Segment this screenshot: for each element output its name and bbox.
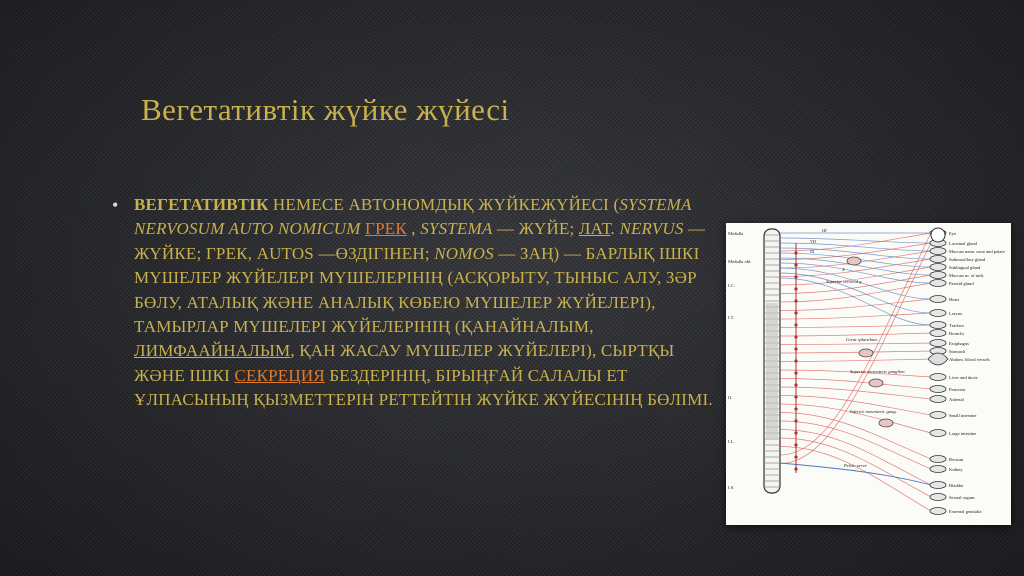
chain-ganglion bbox=[794, 443, 797, 446]
organ bbox=[930, 280, 946, 287]
left-label: II. bbox=[728, 395, 733, 400]
organ bbox=[930, 466, 946, 473]
right-label: Sublingual gland bbox=[949, 265, 981, 270]
text-run: — ЗАҢ) — БАРЛЫҚ ІШКІ МҮШЕЛЕР ЖҮЙЕЛЕРІ МҮШЕЛЕРІНІҢ (АСҚОРЫТУ, ТЫНЫС АЛУ, ЗӘР БӨЛУ, АТАЛЫҚ ЖӘНЕ АНАЛЫҚ КӨБЕЮ МҮШЕЛЕР ЖҮЙЕЛЕРІ), ТАМЫРЛАР МҮШЕЛЕРІ ЖҮЙЕЛЕРІНІҢ (ҚАНАЙНАЛЫМ, bbox=[134, 243, 700, 337]
center-label: IX bbox=[810, 249, 815, 254]
chain-ganglion bbox=[794, 275, 797, 278]
center-label: VII bbox=[810, 239, 816, 244]
chain-ganglion bbox=[794, 383, 797, 386]
parasympathetic-nerve bbox=[780, 243, 931, 251]
bullet-icon: • bbox=[112, 195, 119, 215]
right-label: Larynx bbox=[949, 311, 963, 316]
organ bbox=[930, 494, 946, 501]
sympathetic-nerve bbox=[780, 351, 931, 353]
nervous-system-figure bbox=[726, 223, 1011, 525]
organ bbox=[930, 322, 946, 329]
right-label: Eye bbox=[949, 231, 957, 236]
right-label: Small intestine bbox=[949, 413, 977, 418]
chain-ganglion bbox=[794, 359, 797, 362]
organ bbox=[930, 296, 946, 303]
right-label: Abdom. blood vessels bbox=[949, 357, 990, 362]
center-label: Pelvic nerve bbox=[844, 463, 867, 468]
organ bbox=[930, 482, 946, 489]
right-label: Parotid gland bbox=[949, 281, 974, 286]
right-label: Trachea bbox=[949, 323, 964, 328]
sympathetic-nerve bbox=[780, 359, 931, 362]
text-run: — ЖҮЙЕ; bbox=[492, 219, 579, 239]
organ bbox=[930, 374, 946, 381]
organ bbox=[930, 310, 946, 317]
ganglion bbox=[859, 349, 873, 357]
italic-text: SYSTEMA NERVOSUM AUTO NOMICUM bbox=[134, 195, 692, 239]
sympathetic-nerve bbox=[780, 387, 931, 399]
cord-shading bbox=[766, 303, 778, 438]
right-label: Kidney bbox=[949, 467, 963, 472]
right-label: Mucous mem. nose and palate bbox=[949, 249, 1005, 254]
right-label: Lacrimal gland bbox=[949, 241, 977, 246]
center-label: X bbox=[842, 267, 845, 272]
italic-text: NOMOS bbox=[434, 243, 494, 263]
bold-text: ВЕГЕТАТИВТІК bbox=[134, 195, 269, 214]
organ bbox=[930, 386, 946, 393]
left-label: Medulla bbox=[728, 231, 744, 236]
chain-ganglion bbox=[794, 311, 797, 314]
chain-ganglion bbox=[794, 251, 797, 254]
sympathetic-nerve bbox=[780, 299, 931, 311]
body-text bbox=[112, 193, 717, 413]
chain-ganglion bbox=[794, 299, 797, 302]
right-label: Submaxillary gland bbox=[949, 257, 986, 262]
text-run: НЕМЕСЕ АВТОНОМДЫҚ ЖҮЙКЕЖҮЙЕСІ ( bbox=[268, 195, 620, 214]
ganglion bbox=[879, 419, 893, 427]
sympathetic-nerve bbox=[780, 343, 931, 345]
chain-ganglion bbox=[794, 455, 797, 458]
text-run: БЕЗДЕРІНІҢ, БІРЫҢҒАЙ САЛАЛЫ ЕТ ҰЛПАСЫНЫҢ ҚЫЗМЕТТЕРІН РЕТТЕЙТІН ЖҮЙКЕ ЖҮЙЕСІНІҢ БӨЛІМІ. bbox=[134, 365, 713, 410]
italic-text: NERVUS bbox=[619, 219, 684, 239]
organ bbox=[930, 508, 946, 515]
organ bbox=[930, 330, 946, 337]
right-label: Adrenal bbox=[949, 397, 964, 402]
right-label: Bladder bbox=[949, 483, 964, 488]
chain-ganglion bbox=[794, 395, 797, 398]
right-label: Heart bbox=[949, 297, 960, 302]
chain-ganglion bbox=[794, 467, 797, 470]
ganglion bbox=[847, 257, 861, 265]
right-label: Bronchi bbox=[949, 331, 964, 336]
chain-ganglion bbox=[794, 287, 797, 290]
organ bbox=[930, 430, 946, 437]
italic-text: SYSTEMA bbox=[420, 219, 493, 239]
organ bbox=[930, 412, 946, 419]
right-label: Pancreas bbox=[949, 387, 966, 392]
slide-title: Вегетативтік жүйке жүйесі bbox=[141, 92, 510, 127]
organ bbox=[930, 456, 946, 463]
link[interactable]: ГРЕК bbox=[365, 219, 407, 239]
chain-ganglion bbox=[794, 419, 797, 422]
sympathetic-nerve bbox=[780, 313, 931, 319]
parasympathetic-nerve bbox=[780, 238, 931, 243]
left-label: I.S. bbox=[728, 485, 735, 490]
chain-ganglion bbox=[794, 323, 797, 326]
stomach-organ bbox=[928, 353, 948, 365]
sympathetic-nerve bbox=[780, 283, 931, 302]
ganglion bbox=[869, 379, 883, 387]
organ bbox=[930, 264, 946, 271]
right-label: Large intestine bbox=[949, 431, 977, 436]
underlined-text: ЛАТ bbox=[578, 219, 611, 239]
chain-ganglion bbox=[794, 407, 797, 410]
chain-ganglion bbox=[794, 335, 797, 338]
right-label: Mucous m. of mth. bbox=[949, 273, 985, 278]
eye-organ bbox=[931, 228, 945, 242]
chain-ganglion bbox=[794, 263, 797, 266]
left-label: Medulla obl. bbox=[728, 259, 752, 264]
body-paragraph bbox=[134, 193, 717, 413]
right-label: Esophagus bbox=[949, 341, 969, 346]
center-label: Great splanchnic bbox=[846, 337, 878, 342]
sympathetic-nerve bbox=[780, 421, 931, 469]
left-label: I.L. bbox=[728, 439, 735, 444]
text-run: . bbox=[610, 219, 620, 239]
text-run: , bbox=[406, 219, 421, 239]
right-label: Sexual organs bbox=[949, 495, 975, 500]
organ bbox=[930, 340, 946, 347]
right-label: Liver and ducts bbox=[949, 375, 978, 380]
organ bbox=[930, 396, 946, 403]
organ bbox=[930, 272, 946, 279]
text-run: — ЖҮЙКЕ; ГРЕК, AUTOS —ӨЗДІГІНЕН; bbox=[134, 219, 706, 263]
link[interactable]: СЕКРЕЦИЯ bbox=[234, 365, 325, 385]
right-label: External genitalia bbox=[949, 509, 982, 514]
center-label: III bbox=[822, 228, 827, 233]
chain-ganglion bbox=[794, 347, 797, 350]
autonomic-nervous-system-diagram-icon bbox=[726, 223, 1011, 525]
left-label: I.T. bbox=[728, 315, 735, 320]
center-label: Inferior mesenteric gang. bbox=[850, 409, 897, 414]
chain-ganglion bbox=[794, 431, 797, 434]
organ bbox=[930, 256, 946, 263]
organ bbox=[930, 248, 946, 255]
chain-ganglion bbox=[794, 371, 797, 374]
right-label: Stomach bbox=[949, 349, 966, 354]
center-label: Superior mesenteric ganglion bbox=[850, 369, 905, 374]
left-label: I.C. bbox=[728, 283, 735, 288]
underlined-text: ЛИМФААЙНАЛЫМ bbox=[134, 341, 291, 361]
right-label: Rectum bbox=[949, 457, 964, 462]
center-label: Superior cervical g. bbox=[826, 279, 863, 284]
bullet-item bbox=[112, 193, 717, 413]
sympathetic-nerve bbox=[780, 325, 931, 328]
text-run: , ҚАН ЖАСАУ МҮШЕЛЕР ЖҮЙЕЛЕРІ), СЫРТҚЫ ЖӘНЕ ІШКІ bbox=[134, 341, 675, 385]
sympathetic-nerve bbox=[780, 333, 931, 336]
